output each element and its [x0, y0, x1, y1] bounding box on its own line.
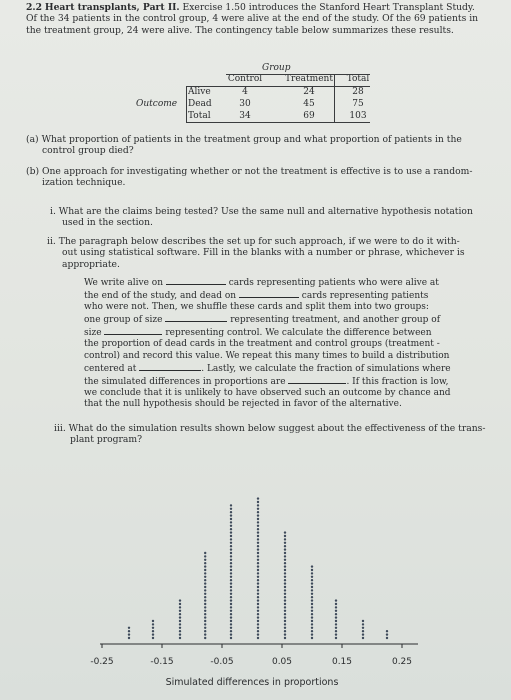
dot-point	[257, 637, 259, 639]
cell-alive-control: 4	[242, 87, 248, 97]
dot-point	[257, 582, 259, 584]
dot-point	[311, 603, 313, 605]
dot-point	[179, 616, 181, 618]
dot-point	[152, 627, 154, 629]
dot-point	[230, 552, 232, 554]
dot-point	[284, 589, 286, 591]
dot-point	[204, 552, 206, 554]
question-i-line-1: i. What are the claims being tested? Use the same null and alternative hypothesis notation	[50, 206, 473, 217]
dot-point	[230, 521, 232, 523]
col-header-treatment: Treatment	[285, 74, 333, 84]
dot-point	[311, 579, 313, 581]
dot-point	[284, 630, 286, 632]
dot-point	[257, 596, 259, 598]
dot-point	[204, 582, 206, 584]
dot-point	[284, 572, 286, 574]
group-label: Group	[262, 63, 291, 73]
dot-point	[362, 620, 364, 622]
dot-point	[204, 616, 206, 618]
dot-point	[230, 535, 232, 537]
dot-point	[230, 616, 232, 618]
dot-point	[230, 599, 232, 601]
dot-point	[257, 579, 259, 581]
dot-point	[257, 610, 259, 612]
dot-point	[311, 593, 313, 595]
dot-point	[284, 593, 286, 595]
dot-point	[335, 630, 337, 632]
dot-point	[257, 545, 259, 547]
question-a-line-2: control group died?	[42, 145, 134, 157]
dot-point	[230, 620, 232, 622]
dot-point	[128, 633, 130, 635]
dot-point	[311, 627, 313, 629]
table-rule-top	[226, 74, 370, 75]
dot-point	[204, 610, 206, 612]
para-10: we conclude that it is unlikely to have observed such an outcome by chance and	[84, 387, 451, 398]
dot-point	[257, 627, 259, 629]
intro-line-1: Exercise 1.50 introduces the Stanford Heart Transplant Study.	[182, 2, 475, 13]
dot-point	[230, 569, 232, 571]
row-label-total: Total	[188, 111, 211, 121]
dot-point	[257, 633, 259, 635]
dot-point	[284, 623, 286, 625]
cell-total-total: 103	[349, 111, 367, 121]
dot-point	[230, 542, 232, 544]
question-iii-line-1: iii. What do the simulation results shown below suggest about the effectiveness of the trans-	[54, 423, 486, 434]
blank-dead-cards[interactable]	[239, 289, 299, 298]
dot-point	[204, 603, 206, 605]
para-3: who were not. Then, we shuffle these cards and split them into two groups:	[84, 302, 429, 313]
dot-point	[257, 562, 259, 564]
dot-point	[204, 593, 206, 595]
dot-point	[335, 613, 337, 615]
dot-point	[284, 586, 286, 588]
simulation-dot-plot	[0, 470, 511, 700]
dot-point	[311, 599, 313, 601]
dot-point	[179, 623, 181, 625]
dot-point	[257, 511, 259, 513]
dot-point	[204, 569, 206, 571]
dot-point	[230, 586, 232, 588]
dot-point	[230, 555, 232, 557]
dot-point	[179, 603, 181, 605]
dot-point	[204, 565, 206, 567]
col-header-control: Control	[227, 74, 263, 84]
dot-point	[284, 569, 286, 571]
dot-point	[230, 576, 232, 578]
dot-point	[257, 525, 259, 527]
dot-point	[257, 606, 259, 608]
dot-point	[230, 518, 232, 520]
dot-point	[284, 616, 286, 618]
dot-point	[230, 627, 232, 629]
dot-point	[257, 508, 259, 510]
dot-point	[311, 613, 313, 615]
dot-point	[257, 518, 259, 520]
dot-point	[179, 606, 181, 608]
col-header-total: Total	[346, 74, 370, 84]
dot-point	[230, 582, 232, 584]
dot-point	[284, 582, 286, 584]
dot-point	[230, 633, 232, 635]
dot-point	[311, 586, 313, 588]
dot-point	[204, 637, 206, 639]
dot-point	[335, 637, 337, 639]
table-rule-total	[334, 74, 335, 122]
dot-point	[311, 620, 313, 622]
question-b-line-1: (b) One approach for investigating whether or not the treatment is effective is to use a random-	[26, 166, 473, 177]
dot-point	[284, 531, 286, 533]
dot-point	[230, 572, 232, 574]
blank-treatment-size[interactable]	[165, 313, 227, 322]
dot-point	[230, 508, 232, 510]
para-8a: centered at	[84, 363, 137, 374]
dot-point	[230, 623, 232, 625]
para-5a: size	[84, 328, 102, 339]
dot-point	[230, 548, 232, 550]
dot-point	[230, 603, 232, 605]
dot-point	[204, 589, 206, 591]
dot-point	[284, 603, 286, 605]
dot-point	[284, 637, 286, 639]
dot-point	[284, 559, 286, 561]
dot-point	[284, 606, 286, 608]
dot-point	[257, 548, 259, 550]
dot-point	[311, 589, 313, 591]
question-b-i	[50, 206, 490, 229]
dot-point	[257, 569, 259, 571]
dot-point	[257, 497, 259, 499]
fill-in-paragraph	[84, 276, 462, 410]
dot-point	[230, 613, 232, 615]
dot-point	[204, 586, 206, 588]
dot-point	[284, 613, 286, 615]
dot-point	[284, 552, 286, 554]
dot-point	[284, 538, 286, 540]
dot-point	[257, 593, 259, 595]
dot-point	[284, 627, 286, 629]
dot-point	[311, 582, 313, 584]
dot-point	[311, 572, 313, 574]
x-tick-label: 0.25	[391, 657, 413, 667]
dot-point	[257, 501, 259, 503]
cell-dead-total: 75	[352, 99, 364, 109]
dot-point	[128, 637, 130, 639]
blank-center[interactable]	[139, 362, 201, 371]
dot-point	[230, 504, 232, 506]
para-8b: . Lastly, we calculate the fraction of simulations where	[201, 363, 451, 374]
dot-point	[284, 610, 286, 612]
dot-point	[204, 596, 206, 598]
blank-comparison[interactable]	[288, 375, 346, 384]
dot-point	[179, 633, 181, 635]
dot-point	[230, 589, 232, 591]
para-9b: . If this fraction is low,	[346, 376, 449, 387]
dot-point	[284, 596, 286, 598]
dot-point	[311, 576, 313, 578]
dot-point	[152, 620, 154, 622]
dot-point	[257, 542, 259, 544]
dot-point	[179, 620, 181, 622]
dot-point	[311, 596, 313, 598]
dot-point	[284, 633, 286, 635]
dot-point	[362, 623, 364, 625]
dot-point	[204, 620, 206, 622]
dot-point	[284, 548, 286, 550]
dot-point	[204, 606, 206, 608]
x-tick-label: 0.05	[271, 657, 293, 667]
cell-dead-control: 30	[239, 99, 251, 109]
dot-point	[152, 637, 154, 639]
dot-point	[335, 616, 337, 618]
para-5b: representing control. We calculate the difference between	[165, 328, 432, 339]
dot-point	[257, 586, 259, 588]
dot-point	[257, 559, 259, 561]
dot-point	[311, 616, 313, 618]
dot-point	[230, 637, 232, 639]
dot-point	[362, 637, 364, 639]
dot-point	[311, 606, 313, 608]
dot-point	[335, 610, 337, 612]
dot-point	[386, 637, 388, 639]
blank-control-size[interactable]	[104, 326, 162, 335]
dot-point	[204, 633, 206, 635]
table-rule-bottom	[186, 122, 370, 123]
dot-point	[257, 514, 259, 516]
dot-point	[335, 603, 337, 605]
dot-point	[179, 627, 181, 629]
dot-point	[230, 531, 232, 533]
para-2a: the end of the study, and dead on	[84, 291, 237, 302]
para-4a: one group of size	[84, 315, 163, 326]
dot-point	[257, 616, 259, 618]
dot-point	[311, 569, 313, 571]
dot-point	[284, 576, 286, 578]
intro-line-2: Of the 34 patients in the control group, 4 were alive at the end of the study. Of the 69 patients in	[26, 13, 479, 25]
dot-point	[257, 613, 259, 615]
para-4b: representing treatment, and another group of	[230, 315, 441, 326]
dot-point	[257, 576, 259, 578]
dot-point	[257, 599, 259, 601]
dot-point	[284, 542, 286, 544]
dot-point	[284, 562, 286, 564]
dot-point	[257, 565, 259, 567]
dot-point	[335, 606, 337, 608]
dot-point	[257, 620, 259, 622]
question-iii-line-2: plant program?	[70, 434, 143, 446]
x-tick-label: -0.15	[150, 657, 174, 667]
dot-point	[311, 623, 313, 625]
dot-point	[230, 545, 232, 547]
cell-total-control: 34	[239, 111, 251, 121]
para-2b: cards representing patients	[301, 291, 429, 302]
dot-point	[179, 610, 181, 612]
dot-point	[311, 637, 313, 639]
dot-point	[230, 525, 232, 527]
dot-point	[257, 531, 259, 533]
dot-point	[204, 559, 206, 561]
question-b	[26, 166, 496, 189]
dot-point	[204, 599, 206, 601]
cell-dead-treatment: 45	[303, 99, 315, 109]
dot-point	[362, 627, 364, 629]
outcome-label: Outcome	[136, 99, 178, 109]
dot-point	[284, 555, 286, 557]
dot-point	[311, 633, 313, 635]
dot-point	[257, 555, 259, 557]
dot-point	[230, 514, 232, 516]
dot-point	[257, 630, 259, 632]
exercise-number: 2.2	[26, 2, 42, 13]
row-label-dead: Dead	[188, 99, 212, 109]
dot-point	[230, 593, 232, 595]
dot-point	[179, 613, 181, 615]
x-tick-label: -0.25	[90, 657, 114, 667]
para-1a: We write alive on	[84, 278, 164, 288]
dot-point	[311, 565, 313, 567]
dot-point	[230, 610, 232, 612]
dot-point	[284, 579, 286, 581]
para-6: the proportion of dead cards in the treatment and control groups (treatment -	[84, 339, 440, 350]
question-b-ii	[47, 236, 487, 270]
dot-point	[386, 630, 388, 632]
question-ii-line-3: appropriate.	[62, 258, 120, 270]
question-i-line-2: used in the section.	[62, 217, 153, 229]
dot-point	[257, 538, 259, 540]
dot-point	[204, 613, 206, 615]
dot-point	[284, 599, 286, 601]
dot-point	[179, 630, 181, 632]
dot-point	[311, 630, 313, 632]
dot-point	[152, 630, 154, 632]
dot-point	[230, 538, 232, 540]
cell-alive-total: 28	[352, 87, 364, 97]
para-9a: the simulated differences in proportions are	[84, 376, 286, 387]
dot-point	[204, 627, 206, 629]
dot-point	[204, 555, 206, 557]
dot-point	[179, 637, 181, 639]
dot-point	[230, 579, 232, 581]
dot-point	[257, 552, 259, 554]
dot-point	[204, 576, 206, 578]
dot-point	[230, 596, 232, 598]
question-a-line-1: (a) What proportion of patients in the treatment group and what proportion of patients in the	[26, 134, 462, 145]
exercise-intro	[26, 2, 496, 36]
question-b-iii	[54, 423, 494, 446]
dot-point	[230, 559, 232, 561]
dot-point	[230, 511, 232, 513]
table-rule-left	[186, 86, 187, 122]
question-a	[26, 134, 496, 157]
dot-point	[230, 606, 232, 608]
dot-point	[204, 623, 206, 625]
dot-point	[335, 599, 337, 601]
dot-point	[179, 599, 181, 601]
dot-point	[284, 620, 286, 622]
question-ii-line-1: ii. The paragraph below describes the set up for such approach, if we were to do it with-	[47, 236, 460, 247]
dot-point	[204, 630, 206, 632]
dot-point	[230, 528, 232, 530]
dot-point	[335, 623, 337, 625]
x-tick-label: -0.05	[210, 657, 234, 667]
dot-point	[386, 633, 388, 635]
cell-alive-treatment: 24	[303, 87, 315, 97]
x-tick-label: 0.15	[331, 657, 353, 667]
intro-line-3: the treatment group, 24 were alive. The contingency table below summarizes these results.	[26, 24, 454, 36]
dot-point	[257, 504, 259, 506]
dot-point	[257, 572, 259, 574]
dot-point	[128, 630, 130, 632]
cell-total-treatment: 69	[303, 111, 315, 121]
dot-point	[204, 562, 206, 564]
exercise-title: Heart transplants, Part II.	[44, 2, 180, 13]
table-rule-header	[186, 86, 370, 87]
dot-point	[335, 633, 337, 635]
dot-point	[284, 545, 286, 547]
dot-point	[311, 610, 313, 612]
dot-point	[230, 565, 232, 567]
dot-point	[284, 535, 286, 537]
dot-point	[257, 623, 259, 625]
dot-point	[257, 535, 259, 537]
dot-point	[362, 630, 364, 632]
dot-point	[257, 589, 259, 591]
dot-point	[257, 521, 259, 523]
para-11: that the null hypothesis should be rejected in favor of the alternative.	[84, 398, 402, 409]
dot-point	[284, 565, 286, 567]
dot-point	[257, 603, 259, 605]
para-7: control) and record this value. We repeat this many times to build a distribution	[84, 350, 450, 361]
dot-point	[230, 630, 232, 632]
dot-point	[362, 633, 364, 635]
dot-point	[257, 528, 259, 530]
blank-alive-cards[interactable]	[166, 276, 226, 285]
dot-point	[335, 620, 337, 622]
dot-point	[335, 627, 337, 629]
dot-point	[204, 579, 206, 581]
dot-point	[230, 562, 232, 564]
row-label-alive: Alive	[188, 87, 211, 97]
question-ii-line-2: out using statistical software. Fill in the blanks with a number or phrase, whichever is	[62, 247, 465, 259]
question-b-line-2: ization technique.	[42, 177, 126, 189]
para-1b: cards representing patients who were alive at	[228, 278, 439, 288]
dot-point	[152, 633, 154, 635]
dot-point	[204, 572, 206, 574]
x-axis-label: Simulated differences in proportions	[165, 677, 339, 688]
dot-point	[152, 623, 154, 625]
dot-point	[128, 627, 130, 629]
